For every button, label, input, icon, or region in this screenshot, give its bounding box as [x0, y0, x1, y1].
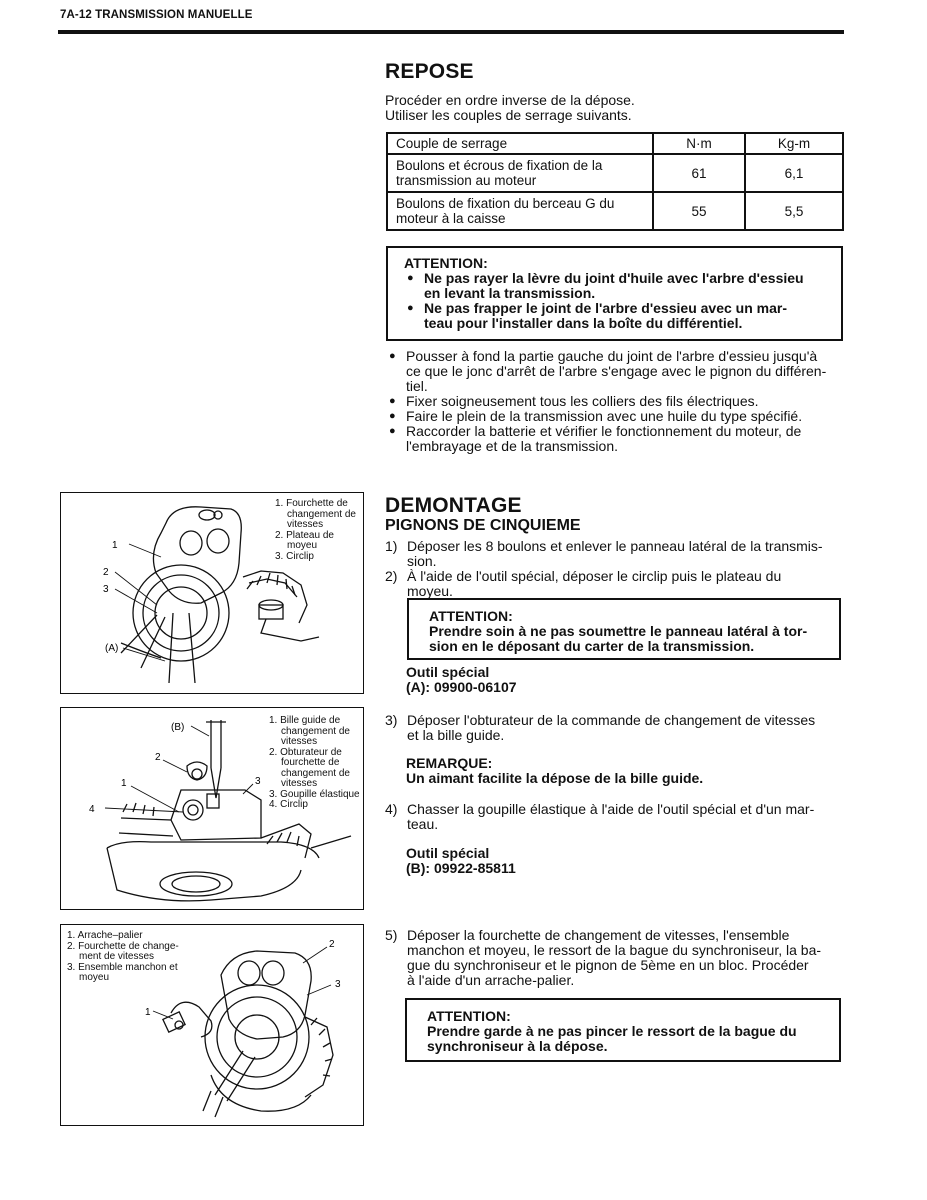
callout-a: (A) — [105, 643, 119, 654]
step-line: Déposer les 8 boulons et enlever le panneau latéral de la transmis- — [407, 538, 823, 554]
torque-table — [386, 132, 844, 231]
table-cell-kgm: 5,5 — [745, 192, 843, 230]
section-subtitle: PIGNONS DE CINQUIEME — [385, 517, 581, 534]
tool-label: Outil spécial — [406, 664, 490, 680]
legend-num: 2. — [67, 940, 76, 952]
figure-3-legend — [67, 931, 191, 984]
legend-item — [67, 942, 191, 963]
table-row — [387, 192, 843, 230]
callout-3: 3 — [103, 584, 109, 595]
attention-title: ATTENTION: — [404, 255, 488, 271]
item-line: tiel. — [406, 378, 428, 394]
tool-number: (B): 09922-85811 — [406, 860, 516, 876]
step-line: Chasser la goupille élastique à l'aide de l'outil spécial et d'un mar- — [407, 801, 815, 817]
cell-line: Boulons de fixation du berceau G du — [396, 196, 615, 211]
attention-box-1 — [407, 598, 841, 660]
table-header-row — [387, 133, 843, 154]
legend-num: 2. — [275, 529, 284, 541]
legend-num: 2. — [269, 746, 278, 758]
tool-label: Outil spécial — [406, 845, 490, 861]
step-line: gue du synchroniseur et le pignon de 5ème en un bloc. Procéder — [407, 957, 809, 973]
step-number: 5) — [385, 927, 398, 943]
item-line: ● Ne pas rayer la lèvre du joint d'huile avec l'arbre d'essieu — [424, 270, 804, 286]
step-5 — [385, 928, 845, 988]
step-line: Déposer la fourchette de changement de vitesses, l'ensemble — [407, 927, 790, 943]
legend-num: 1. — [269, 715, 278, 726]
step-item — [385, 928, 845, 988]
legend-text: Fourchette de change-ment de vitesses — [78, 940, 179, 962]
callout-2: 2 — [155, 752, 161, 763]
step-number: 2) — [385, 568, 398, 584]
step-number: 3) — [385, 712, 398, 728]
figure-3 — [60, 924, 364, 1126]
table-cell-label — [387, 154, 653, 192]
attention-list — [404, 271, 829, 331]
step-line: et la bille guide. — [407, 727, 505, 743]
remarque-title: REMARQUE: — [406, 755, 493, 771]
callout-3: 3 — [335, 979, 341, 990]
step-item — [385, 569, 845, 599]
tool-number: (A): 09900-06107 — [406, 679, 517, 695]
step-3 — [385, 713, 845, 743]
table-header-cell: N·m — [653, 133, 745, 154]
attention-item — [404, 271, 829, 301]
item-line: ● Ne pas frapper le joint de l'arbre d'essieu avec un mar- — [424, 300, 788, 316]
intro-line: Utiliser les couples de serrage suivants. — [385, 107, 632, 123]
legend-num: 3. — [67, 961, 76, 973]
item-line: l'embrayage et de la transmission. — [406, 438, 618, 454]
step-line: Déposer l'obturateur de la commande de changement de vitesses — [407, 712, 816, 728]
table-cell-nm: 61 — [653, 154, 745, 192]
item-line: teau pour l'installer dans la boîte du différentiel. — [424, 315, 743, 331]
table-cell-kgm: 6,1 — [745, 154, 843, 192]
remarque-text: Un aimant facilite la dépose de la bille guide. — [406, 770, 704, 786]
legend-text: Arrache–palier — [77, 930, 143, 941]
legend-item — [275, 531, 361, 552]
step-line: sion. — [407, 553, 437, 569]
attention-line: Prendre soin à ne pas soumettre le panneau latéral à tor- — [429, 623, 808, 639]
legend-text: Bille guide de changement de vitesses — [280, 715, 350, 747]
list-item — [386, 394, 846, 409]
step-number: 4) — [385, 801, 398, 817]
page-header: 7A-12 TRANSMISSION MANUELLE — [60, 9, 253, 21]
item-line: ● Faire le plein de la transmission avec une huile du type spécifié. — [406, 408, 803, 424]
table-cell-nm: 55 — [653, 192, 745, 230]
callout-1: 1 — [145, 1007, 151, 1018]
cell-line: moteur à la caisse — [396, 211, 506, 226]
step-item — [385, 713, 845, 743]
figure-1 — [60, 492, 364, 694]
callout-2: 2 — [103, 567, 109, 578]
step-4 — [385, 802, 845, 832]
callout-2: 2 — [329, 939, 335, 950]
step-line: à l'aide d'un arrache-palier. — [407, 972, 575, 988]
legend-text: Goupille élastique — [280, 788, 360, 800]
legend-text: Circlip — [286, 550, 314, 562]
legend-num: 4. — [269, 799, 278, 810]
cell-line: Boulons et écrous de fixation de la — [396, 158, 603, 173]
special-tool-a — [406, 665, 517, 695]
table-header-cell: Kg-m — [745, 133, 843, 154]
remarque — [406, 756, 703, 786]
table-header-cell: Couple de serrage — [387, 133, 653, 154]
legend-text: Fourchette de changement de vitesses — [286, 498, 356, 530]
legend-num: 3. — [269, 788, 278, 800]
callout-4: 4 — [89, 804, 95, 815]
step-line: teau. — [407, 816, 439, 832]
legend-item — [269, 716, 361, 748]
list-item — [386, 409, 846, 424]
section-title-demontage: DEMONTAGE — [385, 494, 522, 517]
list-item — [386, 424, 846, 454]
attention-line: sion en le déposant du carter de la transmission. — [429, 638, 755, 654]
figure-2 — [60, 707, 364, 910]
item-line: ● Raccorder la batterie et vérifier le fonctionnement du moteur, de — [406, 423, 802, 439]
attention-box-2 — [405, 998, 841, 1062]
legend-text: Ensemble manchon et moyeu — [78, 961, 178, 983]
attention-title: ATTENTION: — [429, 608, 513, 624]
item-line: ● Fixer soigneusement tous les colliers des fils électriques. — [406, 393, 759, 409]
legend-text: Circlip — [280, 799, 308, 810]
step-line: À l'aide de l'outil spécial, déposer le circlip puis le plateau du — [407, 568, 782, 584]
item-line: ● Pousser à fond la partie gauche du joint de l'arbre d'essieu jusqu'à — [406, 348, 818, 364]
legend-num: 3. — [275, 550, 284, 562]
figure-1-legend — [275, 499, 361, 562]
callout-3: 3 — [255, 776, 261, 787]
table-row — [387, 154, 843, 192]
intro-line: Procéder en ordre inverse de la dépose. — [385, 92, 635, 108]
legend-text: Plateau de moyeu — [286, 529, 334, 551]
section-title-repose: REPOSE — [385, 60, 474, 83]
figure-2-legend — [269, 716, 361, 811]
legend-text: Obturateur de fourchette de changement de vitesses — [280, 746, 350, 789]
cell-line: transmission au moteur — [396, 173, 537, 188]
legend-item — [269, 748, 361, 790]
step-line: manchon et moyeu, le ressort de la bague du synchroniseur, la ba- — [407, 942, 822, 958]
attention-title: ATTENTION: — [427, 1008, 511, 1024]
special-tool-b — [406, 846, 516, 876]
legend-num: 1. — [275, 498, 284, 509]
callout-1: 1 — [112, 540, 118, 551]
item-line: ce que le jonc d'arrêt de l'arbre s'engage avec le pignon du différen- — [406, 363, 827, 379]
list-item — [386, 349, 846, 394]
repose-intro — [385, 93, 635, 123]
step-number: 1) — [385, 538, 398, 554]
callout-1: 1 — [121, 778, 127, 789]
legend-item — [269, 800, 361, 811]
legend-num: 1. — [67, 930, 76, 941]
header-rule — [58, 30, 844, 34]
item-line: en levant la transmission. — [424, 285, 596, 301]
attention-item — [404, 301, 829, 331]
step-line: moyeu. — [407, 583, 453, 599]
attention-line: Prendre garde à ne pas pincer le ressort de la bague du — [427, 1023, 797, 1039]
legend-item — [275, 552, 361, 563]
callout-b: (B) — [171, 722, 185, 733]
legend-item — [67, 963, 191, 984]
legend-item — [275, 499, 361, 531]
step-item — [385, 539, 845, 569]
table-cell-label — [387, 192, 653, 230]
steps-1-2 — [385, 539, 845, 599]
attention-line: synchroniseur à la dépose. — [427, 1038, 608, 1054]
repose-bullets — [386, 349, 846, 454]
step-item — [385, 802, 845, 832]
attention-box-repose — [386, 246, 843, 341]
